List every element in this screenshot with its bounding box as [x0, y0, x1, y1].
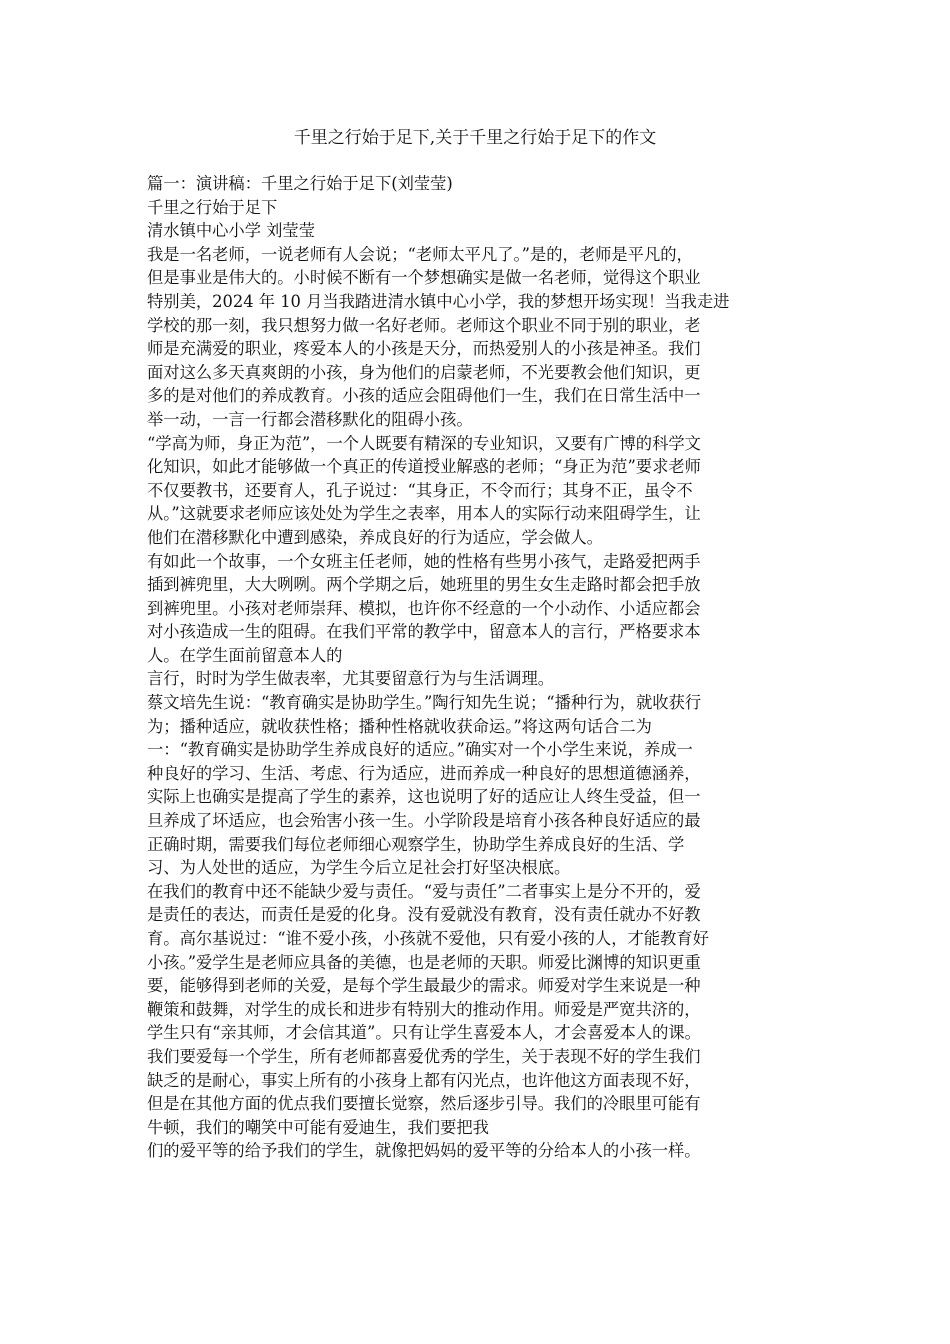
text-line: 缺乏的是耐心，事实上所有的小孩身上都有闪光点，也许他这方面表现不好，	[147, 1070, 701, 1090]
text-line: 一：“教育确实是协助学生养成良好的适应。”确实对一个小学生来说，养成一	[147, 740, 693, 760]
text-line: 牛顿，我们的嘲笑中可能有爱迪生，我们要把我	[147, 1117, 489, 1137]
text-line: 我们要爱每一个学生，所有老师都喜爱优秀的学生，关于表现不好的学生我们	[147, 1046, 701, 1066]
text-line: 我是一名老师，一说老师有人会说；“老师太平凡了。”是的，老师是平凡的，	[147, 244, 693, 264]
text-line: 清水镇中心小学 刘莹莹	[147, 221, 315, 241]
text-line: 面对这么多天真爽朗的小孩，身为他们的启蒙老师，不光要教会他们知识，更	[147, 362, 701, 382]
text-line: 不仅要教书，还要育人，孔子说过：“其身正，不令而行；其身不正，虽令不	[147, 480, 693, 500]
text-line: 育。高尔基说过：“谁不爱小孩，小孩就不爱他，只有爱小孩的人，才能教育好	[147, 929, 709, 948]
text-line: 特别美，2024 年 10 月当我踏进清水镇中心小学，我的梦想开场实现！当我走进	[147, 291, 730, 311]
document-title: 千里之行始于足下,关于千里之行始于足下的作文	[293, 128, 657, 148]
text-line: 小孩。”爱学生是老师应具备的美德，也是老师的天职。师爱比渊博的知识更重	[147, 952, 701, 972]
text-line: 篇一：演讲稿：千里之行始于足下(刘莹莹)	[147, 174, 453, 193]
text-line: “学高为师，身正为范”，一个人既要有精深的专业知识，又要有广博的科学文	[147, 433, 701, 453]
text-line: 要，能够得到老师的关爱，是每个学生最最少的需求。师爱对学生来说是一种	[147, 976, 701, 996]
text-line: 实际上也确实是提高了学生的素养，这也说明了好的适应让人终生受益，但一	[147, 787, 701, 807]
text-line: 为；播种适应，就收获性格；播种性格就收获命运。”将这两句话合二为	[147, 716, 652, 736]
text-line: 种良好的学习、生活、考虑、行为适应，进而养成一种良好的思想道德涵养，	[147, 763, 701, 783]
text-line: 多的是对他们的养成教育。小孩的适应会阻碍他们一生，我们在日常生活中一	[147, 386, 701, 406]
text-line: 有如此一个故事，一个女班主任老师，她的性格有些男小孩气，走路爱把两手	[147, 551, 701, 571]
document-body	[147, 172, 803, 1163]
text-line: 到裤兜里。小孩对老师崇拜、模拟，也许你不经意的一个小动作、小适应都会	[147, 598, 701, 618]
text-line: 在我们的教育中还不能缺少爱与责任。“爱与责任”二者事实上是分不开的，爱	[147, 881, 701, 901]
text-line: 正确时期，需要我们每位老师细心观察学生，协助学生养成良好的生活、学	[147, 834, 685, 854]
text-line: 师是充满爱的职业，疼爱本人的小孩是天分，而热爱别人的小孩是神圣。我们	[147, 339, 701, 359]
text-line: 是责任的表达，而责任是爱的化身。没有爱就没有教育，没有责任就办不好教	[147, 905, 701, 925]
text-line: 鞭策和鼓舞，对学生的成长和进步有特别大的推动作用。师爱是严宽共济的，	[147, 999, 701, 1019]
text-line: 插到裤兜里，大大咧咧。两个学期之后，她班里的男生女生走路时都会把手放	[147, 575, 701, 595]
text-line: 对小孩造成一生的阻碍。在我们平常的教学中，留意本人的言行，严格要求本	[147, 622, 701, 642]
text-line: 学生只有“亲其师，才会信其道”。只有让学生喜爱本人，才会喜爱本人的课。	[147, 1023, 701, 1043]
text-line: 学校的那一刻，我只想努力做一名好老师。老师这个职业不同于别的职业，老	[147, 315, 701, 335]
text-line: 他们在潜移默化中遭到感染，养成良好的行为适应，学会做人。	[147, 527, 603, 547]
text-line: 旦养成了坏适应，也会殆害小孩一生。小学阶段是培育小孩各种良好适应的最	[147, 811, 701, 831]
text-line: 们的爱平等的给予我们的学生，就像把妈妈的爱平等的分给本人的小孩一样。	[147, 1141, 701, 1161]
text-line: 言行，时时为学生做表率，尤其要留意行为与生活调理。	[147, 669, 555, 689]
text-line: 从。”这就要求老师应该处处为学生之表率，用本人的实际行动来阻碍学生，让	[147, 504, 701, 524]
text-line: 举一动，一言一行都会潜移默化的阻碍小孩。	[147, 409, 473, 429]
text-line: 化知识，如此才能够做一个真正的传道授业解惑的老师；“身正为范”要求老师	[147, 457, 701, 477]
text-line: 但是在其他方面的优点我们要擅长觉察，然后逐步引导。我们的冷眼里可能有	[147, 1094, 701, 1114]
text-line: 千里之行始于足下	[147, 197, 278, 217]
text-line: 习、为人处世的适应，为学生今后立足社会打好坚决根底。	[147, 858, 571, 878]
text-line: 蔡文培先生说：“教育确实是协助学生。”陶行知先生说；“播种行为，就收获行	[147, 693, 702, 713]
text-line: 但是事业是伟大的。小时候不断有一个梦想确实是做一名老师，觉得这个职业	[147, 268, 701, 288]
text-line: 人。在学生面前留意本人的	[147, 645, 343, 665]
